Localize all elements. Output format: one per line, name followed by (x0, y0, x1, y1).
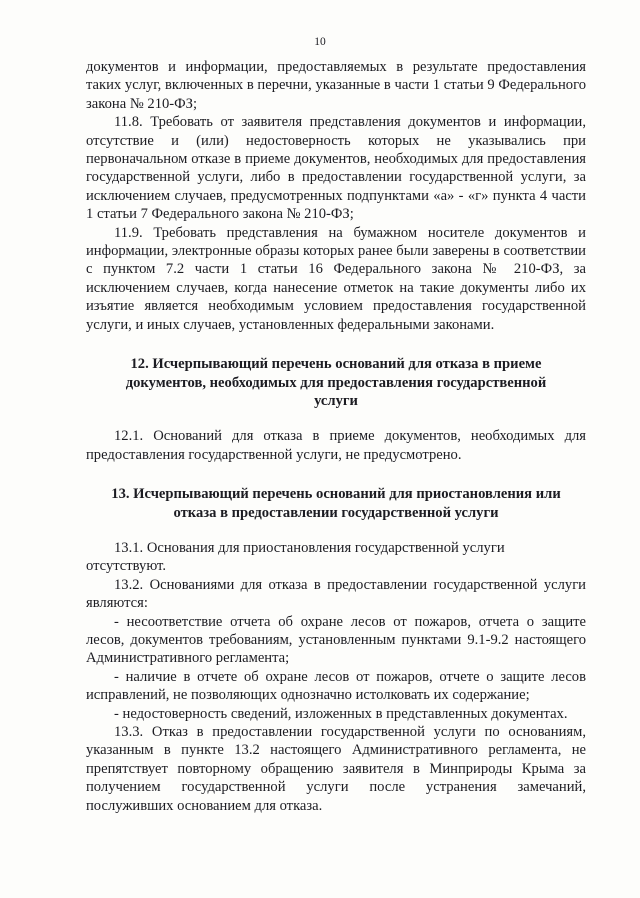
list-item-unreliability: - недостоверность сведений, изложенных в представленных документах. (114, 705, 568, 722)
list-item-nonconformity: - несоответствие отчета об охране лесов от пожаров, отчета о защите лесов, документов требованиям, установленным пунктами 9.1-9.2 настоящего Административного регламента; (86, 613, 586, 667)
list-item-corrections: - наличие в отчете об охране лесов от пожаров, отчете о защите лесов исправлений, не позволяющих однозначно истолковать их содержание; (86, 668, 586, 704)
paragraph-13-2: 13.2. Основаниями для отказа в предоставлении государственной услуги являются: (86, 576, 586, 612)
paragraph-11-9: 11.9. Требовать представления на бумажном носителе документов и информации, электронные образы которых ранее были заверены в соответствии с пунктом 7.2 части 1 статьи 16 Федерального закона № 210-ФЗ, за исключением случаев, когда нанесение отметок на такие документы либо их изъятие является необходимым условием предоставления государственной услуги, и иных случаев, установленных федеральными законами. (86, 224, 586, 333)
paragraph-11-8: 11.8. Требовать от заявителя представления документов и информации, отсутствие и (или) недостоверность которых не указывались при первоначальном отказе в приеме документов, необходимых для предоставления государственной услуги, либо в предоставлении государственной услуги, за исключением случаев, предусмотренных подпунктами «а» - «г» пункта 4 части 1 статьи 7 Федерального закона № 210-ФЗ; (86, 114, 586, 223)
paragraph-13-1: 13.1. Основания для приостановления государственной услуги отсутствуют. (86, 539, 505, 575)
section-heading-12: 12. Исчерпывающий перечень оснований для отказа в приеме документов, необходимых для предоставления государственной услуги (125, 356, 547, 409)
page-number: 10 (314, 36, 326, 48)
document-body (86, 58, 586, 815)
paragraph-continuation: документов и информации, предоставляемых в результате предоставления таких услуг, включенных в перечни, указанные в части 1 статьи 9 Федерального закона № 210-ФЗ; (86, 59, 586, 112)
paragraph-13-3: 13.3. Отказ в предоставлении государственной услуги по основаниям, указанным в пункте 13.2 настоящего Административного регламента, не препятствует повторному обращению заявителя в Минприроды Крыма за получением государственной услуги после устранения замечаний, послуживших основанием для отказа. (86, 724, 586, 814)
section-heading-13: 13. Исчерпывающий перечень оснований для приостановления или отказа в предоставлении государственной услуги (111, 486, 561, 521)
paragraph-12-1: 12.1. Оснований для отказа в приеме документов, необходимых для предоставления государственной услуги, не предусмотрено. (86, 428, 586, 463)
